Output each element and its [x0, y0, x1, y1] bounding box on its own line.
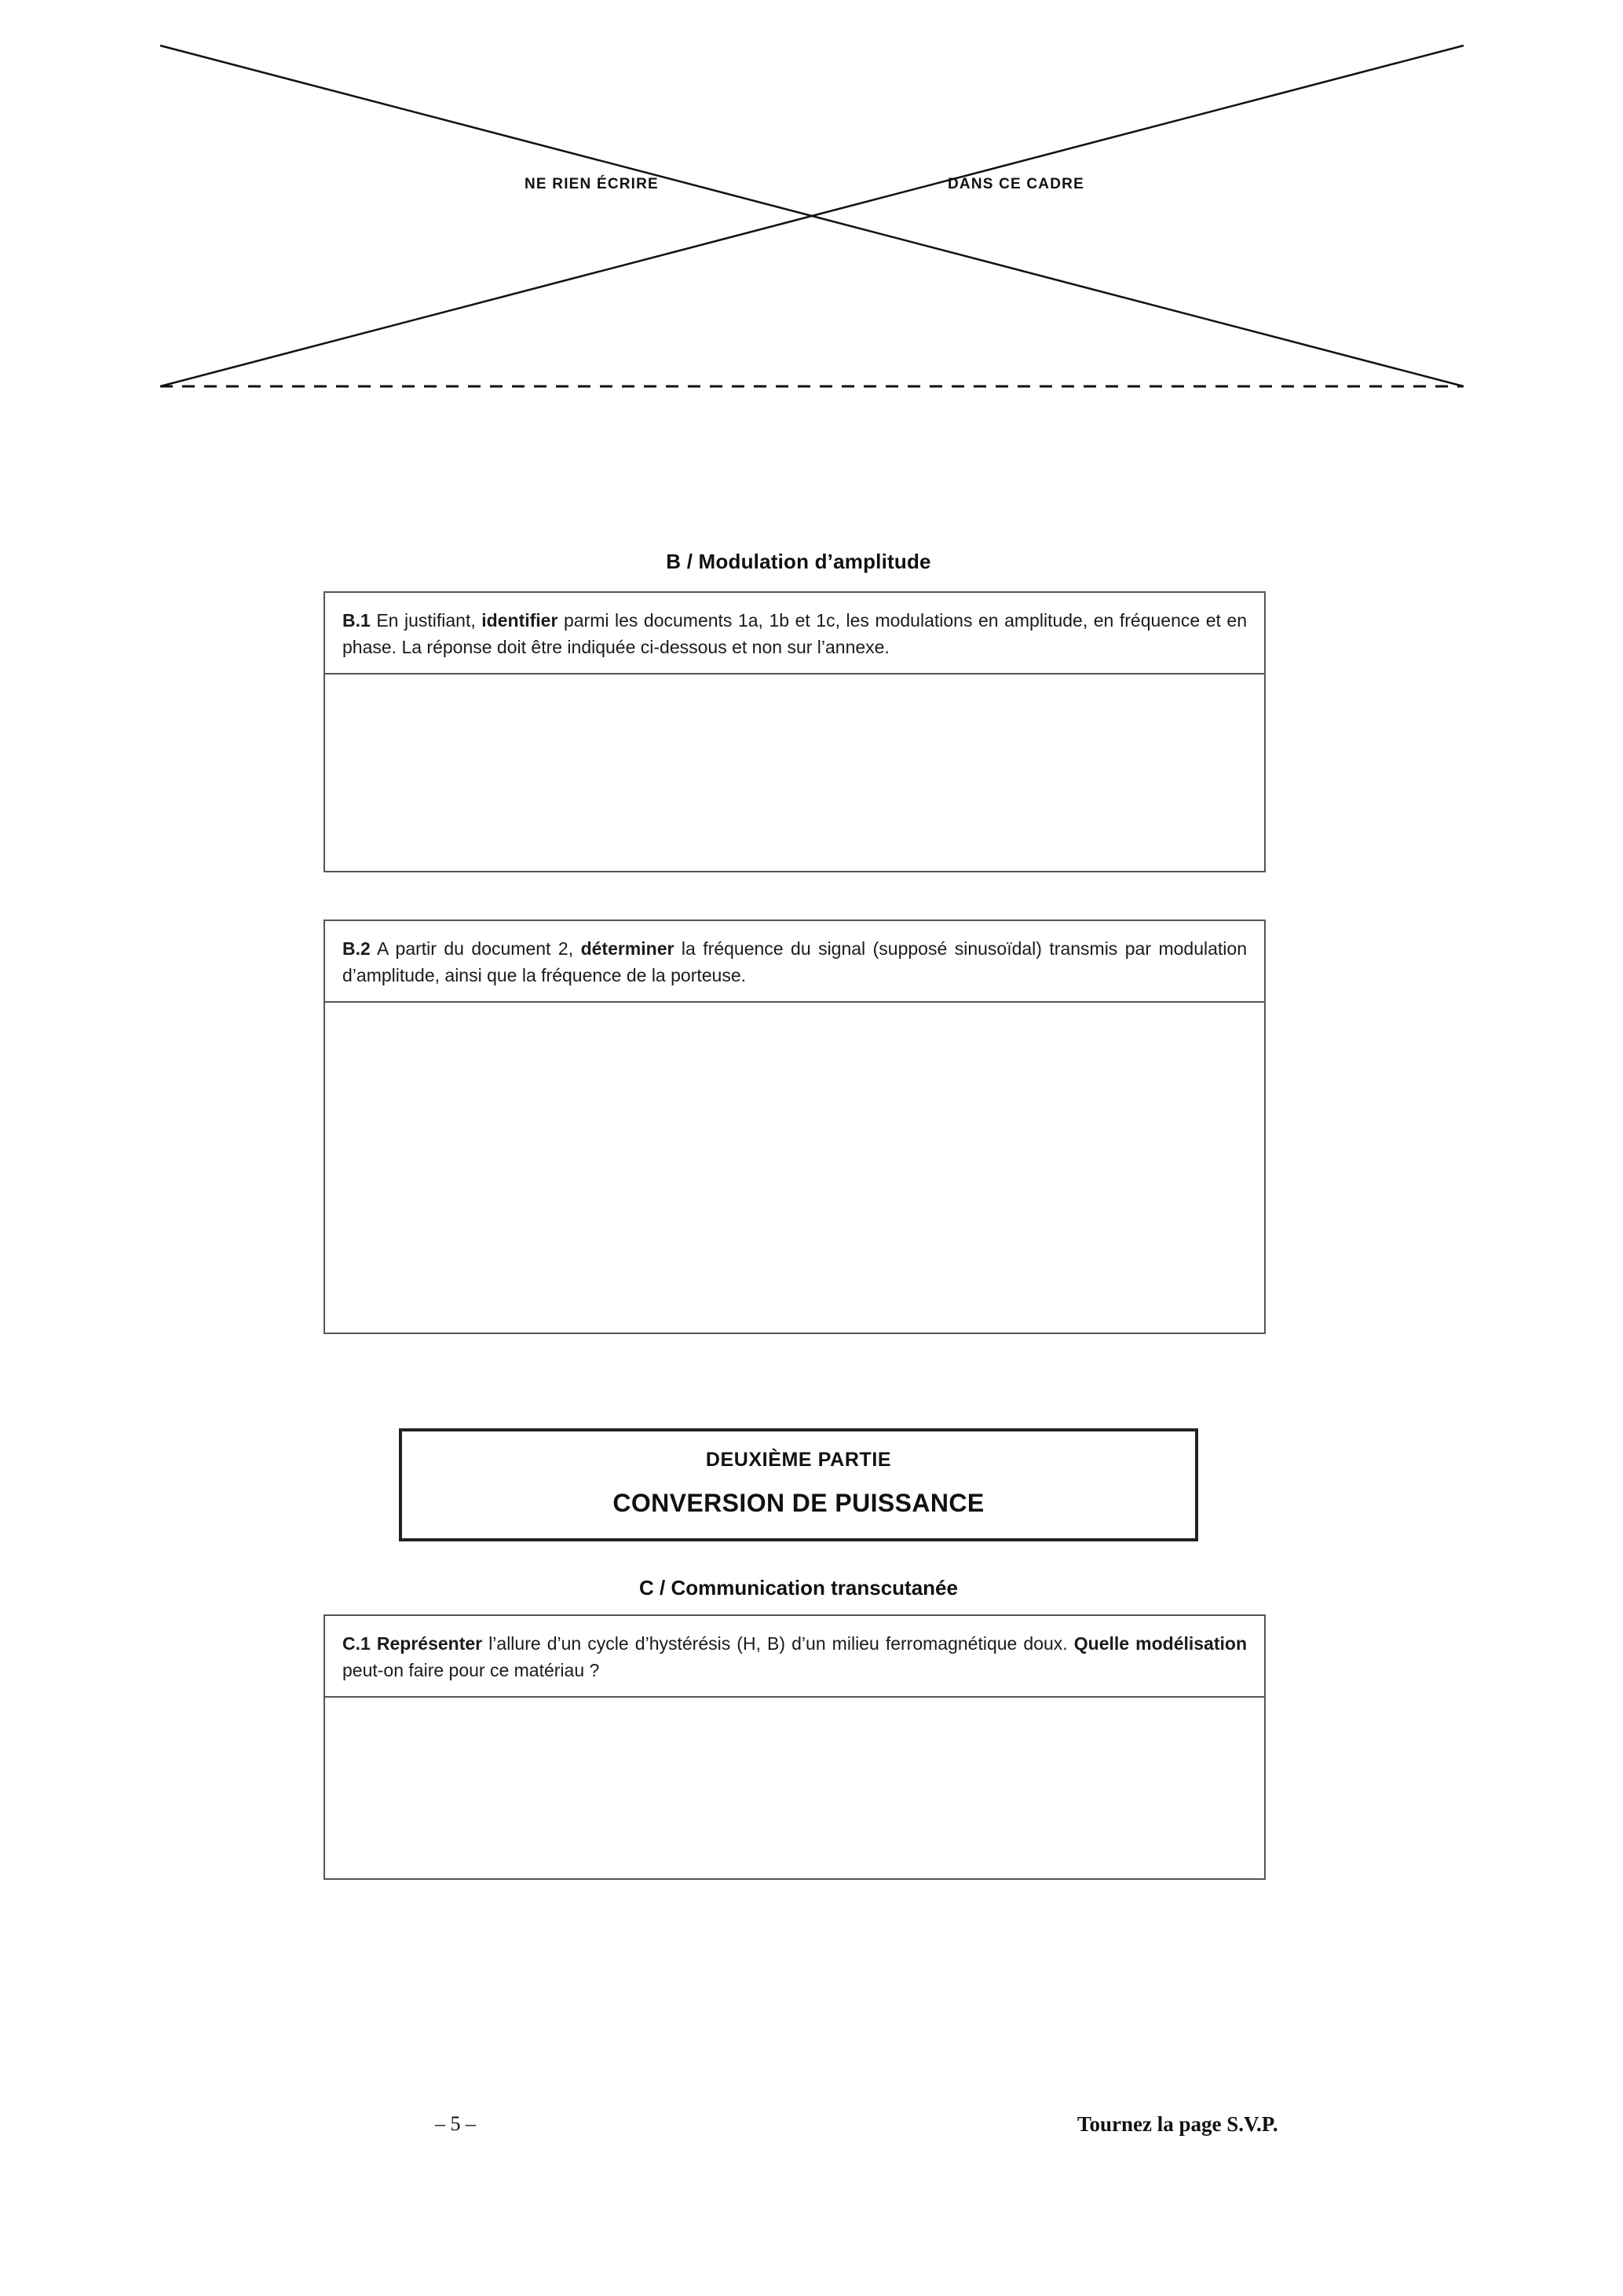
question-block-b1 — [324, 591, 1266, 872]
cross-lines — [160, 46, 1464, 407]
question-label-b2: B.2 — [342, 938, 371, 960]
question-prompt-c1 — [325, 1616, 1264, 1698]
part-banner-kicker: DEUXIÈME PARTIE — [705, 1449, 892, 1472]
page-footer — [0, 2112, 1623, 2167]
no-write-label-left: NE RIEN ÉCRIRE — [525, 176, 659, 192]
question-verb-b1: identifier — [481, 610, 558, 631]
answer-area-b2[interactable] — [325, 1003, 1264, 1333]
no-write-label-right: DANS CE CADRE — [948, 176, 1084, 192]
exam-sheet — [221, 550, 1376, 1921]
question-text-after-c1: peut-on faire pour ce matériau ? — [342, 1660, 600, 1681]
question-verb-b2: déterminer — [580, 938, 674, 960]
question-text-before-b1: En justifiant, — [370, 610, 482, 631]
no-write-zone — [160, 46, 1464, 407]
section-title-b: B / Modulation d’amplitude — [666, 550, 931, 573]
question-block-c1 — [324, 1614, 1266, 1880]
question-text-before-c1: l’allure d’un cycle d’hystérésis (H, B) d’un milieu ferromagnétique doux. — [482, 1633, 1074, 1654]
question-label-b1: B.1 — [342, 610, 371, 631]
question-verb-c1: Quelle modélisation — [1073, 1633, 1248, 1654]
answer-area-c1[interactable] — [325, 1698, 1264, 1878]
question-prompt-b2 — [325, 921, 1264, 1003]
question-label-c1: C.1 Représenter — [342, 1633, 483, 1654]
part-banner-title: CONVERSION DE PUISSANCE — [612, 1489, 985, 1518]
page-number: – 5 – — [435, 2112, 476, 2135]
question-text-after-b1: parmi les documents 1a, 1b et 1c, les modulations en amplitude, en fréquence et en phase. La réponse doit être indiquée ci-dessous et non sur l’annexe. — [342, 610, 1247, 658]
question-block-b2 — [324, 919, 1266, 1334]
turn-page-notice: Tournez la page S.V.P. — [1077, 2112, 1278, 2136]
part-banner — [399, 1428, 1198, 1541]
question-prompt-b1 — [325, 593, 1264, 675]
question-text-after-b2: la fréquence du signal (supposé sinusoïdal) transmis par modulation d’amplitude, ainsi que la fréquence de la porteuse. — [342, 938, 1247, 986]
question-text-before-b2: A partir du document 2, — [370, 938, 581, 960]
section-title-c: C / Communication transcutanée — [639, 1576, 958, 1600]
answer-area-b1[interactable] — [325, 675, 1264, 871]
